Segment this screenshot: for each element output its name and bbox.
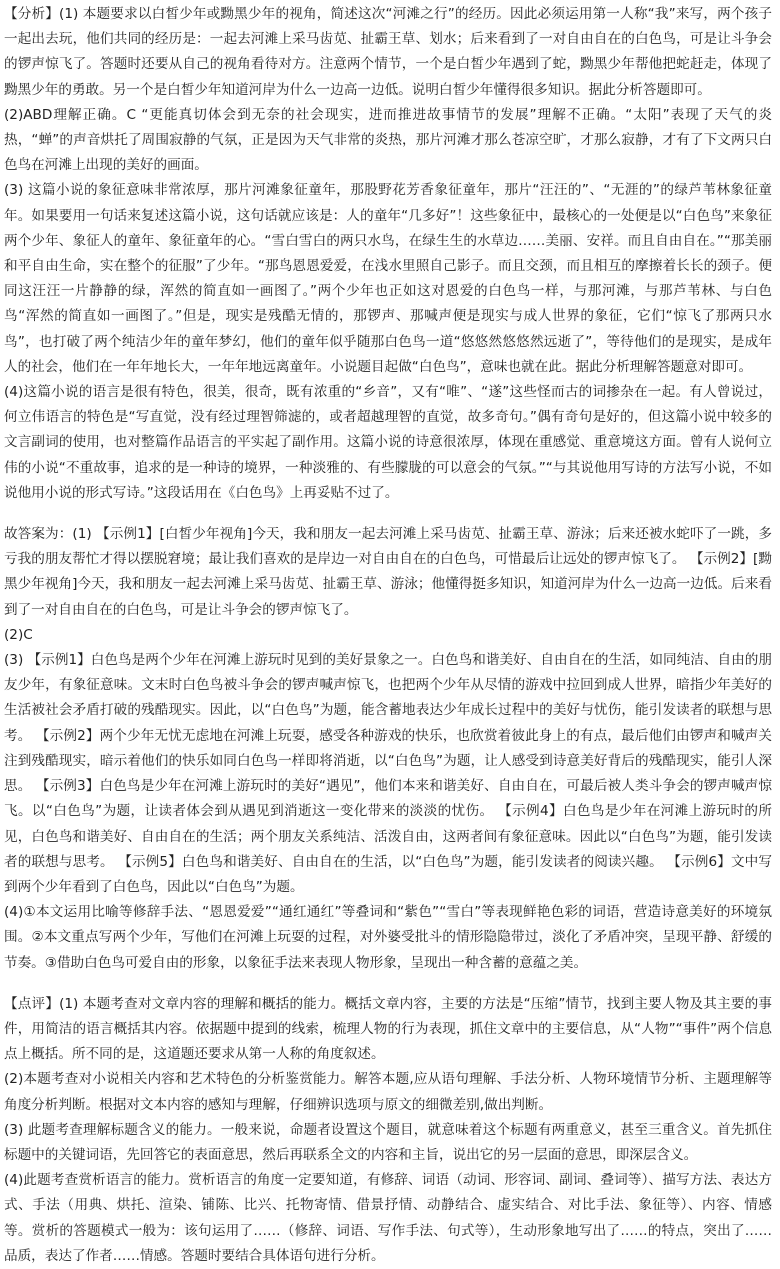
analysis-section: [4, 2, 772, 506]
answer-paragraph-2: (2)C: [4, 626, 33, 643]
answer-paragraph-4: (4)①本文运用比喻等修辞手法、“恩恩爱爱”“通红通红”等叠词和“紫色”“雪白”等表现鲜艳色彩的词语，营造诗意美好的环境氛围。②本文重点写两个少年，写他们在河滩上玩耍的过程，对外婆受批斗的情形隐隐带过，淡化了矛盾冲突，呈现平静、舒缓的节奏。③借助白色鸟可爱自由的形象，以象征手法来表现人物形象，呈现出一种含蓄的意蕴之美。: [4, 904, 772, 971]
analysis-paragraph-2: (2)ABD理解正确。C “更能真切体会到无奈的社会现实，进而推进故事情节的发展”理解不正确。“太阳”表现了天气的炎热，“蝉”的声音烘托了周围寂静的气氛，正是因为天气非常的炎热，那片河滩才那么苍凉空旷，才那么寂静，才有了下文两只白色鸟在河滩上出现的美好的画面。: [4, 106, 772, 174]
analysis-paragraph-4: (4)这篇小说的语言是很有特色，很美，很奇，既有浓重的“乡音”，又有“唯”、“遂”这些怪而古的词掺杂在一起。有人曾说过，何立伟语言的特色是“写直觉，没有经过理智筛滤的，或者超越理智的直觉，故多奇句。”偶有奇句是好的，但这篇小说中较多的文言副词的使用，也对整篇作品语言的平实起了副作用。这篇小说的诗意很浓厚，体现在重感觉、重意境这方面。曾有人说何立伟的小说“不重故事，追求的是一种诗的境界，一种淡雅的、有些朦胧的可以意会的气氛。”“与其说他用写诗的方法写小说，不如说他用小说的形式写诗。”这段话用在《白色鸟》上再妥贴不过了。: [4, 384, 772, 501]
answer-paragraph-3: (3) 【示例1】白色鸟是两个少年在河滩上游玩时见到的美好景象之一。白色鸟和谐美好、自由自在的生活，如同纯洁、自由的朋友少年，有象征意味。文末时白色鸟被斗争会的锣声喊声惊飞，也把两个少年从尽情的游戏中拉回到成人世界，暗指少年美好的生活被社会矛盾打破的残酷现实。因此，以“白色鸟”为题，能含蓄地表达少年成长过程中的美好与忧伤，能引发读者的联想与思考。 【示例2】两个少年无忧无虑地在河滩上玩耍，感受各种游戏的快乐，也欣赏着彼此身上的有点，最后他们由锣声和喊声关注到残酷现实，暗示着他们的快乐如同白色鸟一样即将消逝，以“白色鸟”为题，让人感受到诗意美好背后的残酷现实，能引人深思。 【示例3】白色鸟是少年在河滩上游玩时的美好“遇见”，他们本来和谐美好、自由自在，可最后被人类斗争会的锣声喊声惊飞。以“白色鸟”为题，让读者体会到从遇见到消逝这一变化带来的淡淡的忧伤。 【示例4】白色鸟是少年在河滩上游玩时的所见，白色鸟和谐美好、自由自在的生活；两个朋友关系纯洁、活泼自由，这两者间有象征意味。因此以“白色鸟”为题，能引发读者的联想与思考。 【示例5】白色鸟和谐美好、自由自在的生活，以“白色鸟”为题，能引发读者的阅读兴趣。 【示例6】文中写到两个少年看到了白色鸟，因此以“白色鸟”为题。: [4, 652, 772, 895]
answer-paragraph-1: 故答案为：(1) 【示例1】[白皙少年视角]今天，我和朋友一起去河滩上采马齿苋、扯霸王草、游泳；后来还被水蛇吓了一跳，多亏我的朋友帮忙才得以摆脱窘境；最让我们喜欢的是岸边一对自由自在的白色鸟，可惜最后让远处的锣声惊飞了。 【示例2】[黝黑少年视角]今天，我和朋友一起去河滩上采马齿苋、扯霸王草、游泳；他懂得挺多知识，知道河岸为什么一边高一边低。后来看到了一对自由自在的白色鸟，可是让斗争会的锣声惊飞了。: [4, 526, 772, 618]
comment-paragraph-1: 【点评】(1) 本题考查对文章内容的理解和概括的能力。概括文章内容，主要的方法是“压缩”情节，找到主要人物及其主要的事件，用简洁的语言概括其内容。依据题中提到的线索，梳理人物的行为表现，抓住文章中的主要信息，从“人物”“事件”两个信息点上概括。所不同的是，这道题还要求从第一人称的角度叙述。: [4, 995, 772, 1063]
comment-paragraph-3: (3) 此题考查理解标题含义的能力。一般来说，命题者设置这个题目，就意味着这个标题有两重意义，甚至三重含义。首先抓住标题中的关键词语，先回答它的表面意思，然后再联系全文的内容和主旨，说出它的另一层面的意思，即深层含义。: [4, 1121, 772, 1163]
analysis-paragraph-1: 【分析】(1) 本题要求以白皙少年或黝黑少年的视角，简述这次“河滩之行”的经历。因此必须运用第一人称“我”来写，两个孩子一起出去玩，他们共同的经历是：一起去河滩上采马齿苋、扯霸王草、划水；后来看到了一对自由自在的白色鸟，可是让斗争会的锣声惊飞了。答题时还要从自己的视角看待对方。注意两个情节，一个是白皙少年遇到了蛇，黝黑少年帮他把蛇赶走，体现了黝黑少年的勇敢。另一个是白皙少年知道河岸为什么一边高一边低。说明白皙少年懂得很多知识。据此分析答题即可。: [4, 6, 772, 98]
section-spacer: [4, 976, 772, 992]
analysis-paragraph-3: (3) 这篇小说的象征意味非常浓厚，那片河滩象征童年，那股野花芳香象征童年，那片“汪汪的”、“无涯的”的绿芦苇林象征童年。如果要用一句话来复述这篇小说，这句话就应该是：人的童年“几多好”！这些象征中，最核心的一处便是以“白色鸟”来象征两个少年、象征人的童年、象征童年的心。“雪白雪白的两只水鸟，在绿生生的水草边……美丽、安祥。而且自由自在。”“那美丽和平自由生命，实在整个的征服”了少年。“那鸟恩恩爱爱，在浅水里照自己影子。而且交颈，而且相互的摩擦着长长的颈子。便同这汪汪一片静静的绿，浑然的简直如一画图了。”两个少年也正如这对恩爱的白色鸟一样，与那河滩，与那芦苇林、与白色鸟“浑然的简直如一画图了。”但是，现实是残酷无情的，那锣声、那喊声便是现实与成人世界的象征，它们“惊飞了那两只水鸟”，也打破了两个纯洁少年的童年梦幻，他们的童年似乎随那白色鸟一道“悠悠然悠悠然远逝了”，等待他们的是现实，是成年人的社会，他们在一年年地长大，一年年地远离童年。小说题目起做“白色鸟”，意味也就在此。据此分析理解答题意对即可。: [4, 182, 772, 375]
section-spacer: [4, 506, 772, 522]
answer-section: [4, 522, 772, 976]
comment-paragraph-2: (2)本题考查对小说相关内容和艺术特色的分析鉴赏能力。解答本题,应从语句理解、手法分析、人物环境情节分析、主题理解等角度分析判断。根据对文本内容的感知与理解，仔细辨识选项与原文的细微差别,做出判断。: [4, 1071, 772, 1113]
comment-section: [4, 992, 772, 1269]
comment-paragraph-4: (4)此题考查赏析语言的能力。赏析语言的角度一定要知道，有修辞、词语（动词、形容词、副词、叠词等）、描写方法、表达方式、手法（用典、烘托、渲染、铺陈、比兴、托物寄情、借景抒情、动静结合、虚实结合、对比手法、象征等）、内容、情感等。赏析的答题模式一般为：该句运用了……（修辞、词语、写作手法、句式等），生动形象地写出了……的特点，突出了……品质，表达了作者……情感。答题时要结合具体语句进行分析。: [4, 1172, 772, 1264]
